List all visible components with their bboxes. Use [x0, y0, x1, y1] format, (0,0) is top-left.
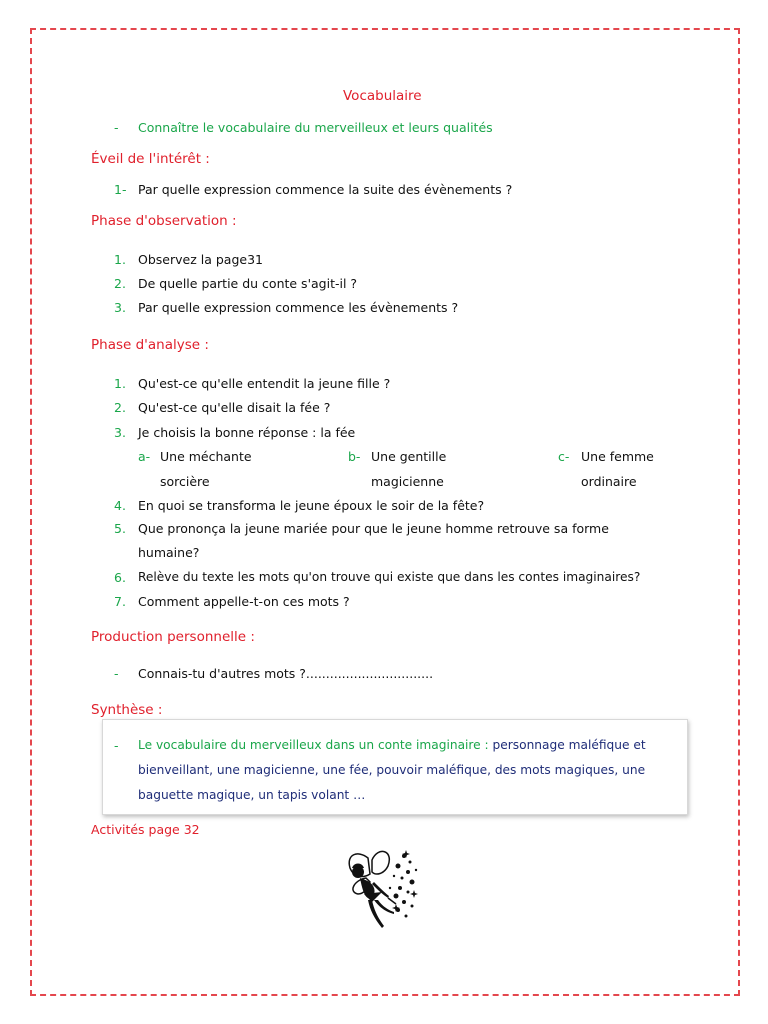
analyse-item-num: 7.	[114, 594, 126, 609]
page-title: Vocabulaire	[343, 88, 422, 104]
objective-text: Connaître le vocabulaire du merveilleux et leurs qualités	[138, 120, 493, 135]
production-text: Connais-tu d'autres mots ?................................	[138, 666, 434, 681]
observation-item-text: De quelle partie du conte s'agit-il ?	[138, 276, 358, 291]
analyse-heading: Phase d'analyse :	[91, 337, 209, 353]
analyse-item-text: Comment appelle-t-on ces mots ?	[138, 594, 350, 609]
observation-item-text: Observez la page31	[138, 252, 263, 267]
synthese-line1	[138, 738, 646, 752]
production-heading: Production personnelle :	[91, 629, 255, 645]
choice-c-line2: ordinaire	[581, 474, 637, 489]
choice-c-line1: Une femme	[581, 449, 654, 464]
observation-item-num: 1.	[114, 252, 126, 267]
choice-b-line1: Une gentille	[371, 449, 447, 464]
analyse-item-text: Qu'est-ce qu'elle entendit la jeune fille ?	[138, 376, 391, 391]
analyse-item-text-line1: Que prononça la jeune mariée pour que le jeune homme retrouve sa forme	[138, 521, 609, 536]
analyse-item-text: Je choisis la bonne réponse : la fée	[138, 425, 356, 440]
analyse-item-num: 1.	[114, 376, 126, 391]
synthese-line2: bienveillant, une magicienne, une fée, pouvoir maléfique, des mots magiques, une	[138, 763, 646, 777]
choice-a-line1: Une méchante	[160, 449, 252, 464]
production-bullet: -	[114, 666, 119, 681]
observation-item-num: 2.	[114, 276, 126, 291]
synthese-rest1: personnage maléfique et	[492, 738, 646, 752]
choice-letter-c: c-	[558, 449, 570, 464]
observation-item-text: Par quelle expression commence les évènements ?	[138, 300, 459, 315]
analyse-item-text-line2: humaine?	[138, 545, 200, 560]
analyse-item-text: En quoi se transforma le jeune époux le soir de la fête?	[138, 498, 485, 513]
choice-letter-b: b-	[348, 449, 361, 464]
observation-heading: Phase d'observation :	[91, 213, 237, 229]
objective-bullet: -	[114, 120, 119, 135]
analyse-item-num: 6.	[114, 570, 126, 585]
eveil-item-text: Par quelle expression commence la suite des évènements ?	[138, 182, 513, 197]
eveil-heading: Éveil de l'intérêt :	[91, 151, 210, 167]
eveil-item-num: 1-	[114, 182, 127, 197]
synthese-heading: Synthèse :	[91, 702, 163, 718]
analyse-item-text: Qu'est-ce qu'elle disait la fée ?	[138, 400, 331, 415]
observation-item-num: 3.	[114, 300, 126, 315]
analyse-item-text: Relève du texte les mots qu'on trouve qui existe que dans les contes imaginaires?	[138, 570, 641, 584]
fairy-silhouette-icon	[338, 848, 424, 934]
analyse-item-num: 4.	[114, 498, 126, 513]
choice-letter-a: a-	[138, 449, 151, 464]
analyse-item-num: 5.	[114, 521, 126, 536]
synthese-lead: Le vocabulaire du merveilleux dans un conte imaginaire :	[138, 738, 489, 752]
activites-label: Activités page 32	[91, 822, 200, 837]
choice-b-line2: magicienne	[371, 474, 444, 489]
synthese-bullet: -	[114, 738, 119, 753]
analyse-item-num: 2.	[114, 400, 126, 415]
choice-a-line2: sorcière	[160, 474, 210, 489]
synthese-line3: baguette magique, un tapis volant …	[138, 788, 366, 802]
analyse-item-num: 3.	[114, 425, 126, 440]
